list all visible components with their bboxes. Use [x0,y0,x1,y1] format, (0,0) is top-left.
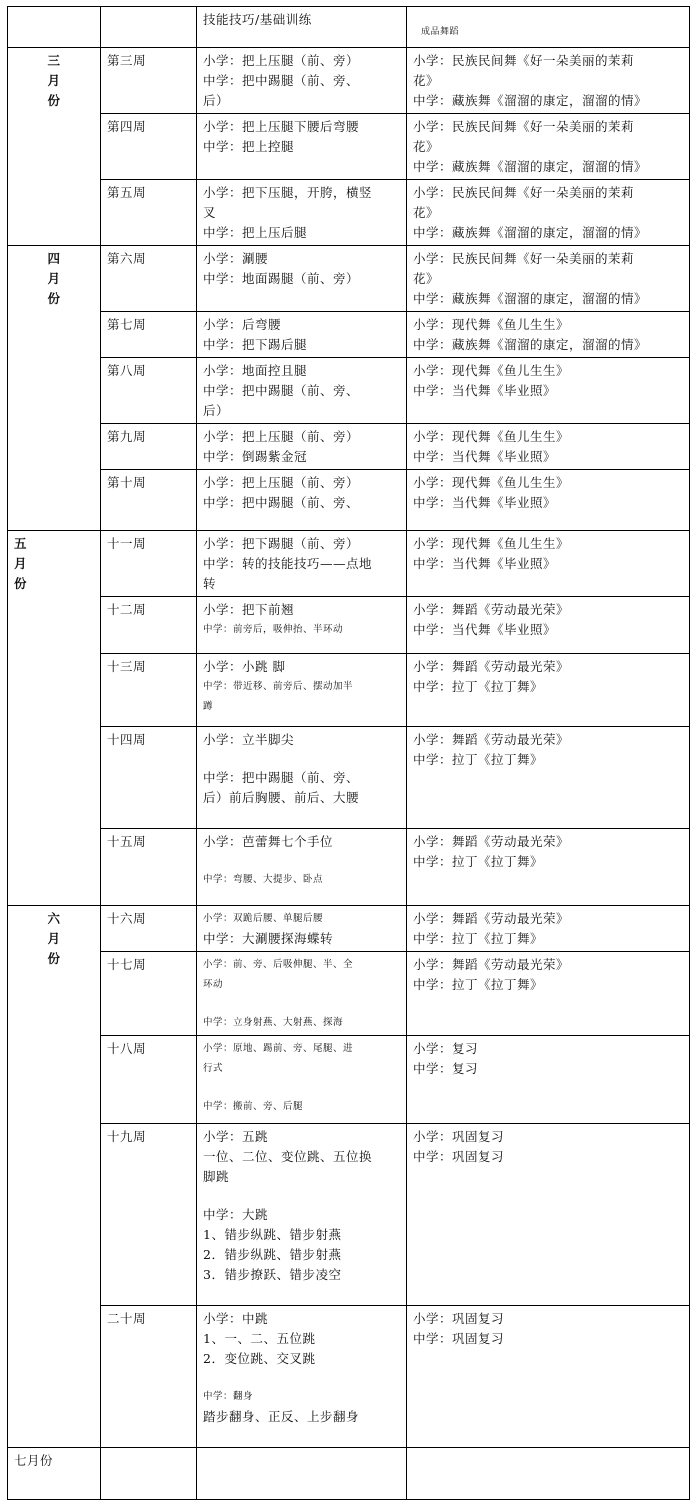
table-row [8,531,690,597]
skills-cell: 小学：把下前翘 中学：前旁后，吸伸抬、半环动 [197,597,407,654]
dance-cell: 小学：舞蹈《劳动最光荣》 中学：拉丁《拉丁舞》 [407,952,690,1036]
table-row [8,114,690,180]
week-cell [101,1448,197,1500]
week-cell: 第五周 [101,180,197,246]
week-cell: 十四周 [101,727,197,829]
skills-cell: 小学：把上压腿（前、旁） 中学：把中踢腿（前、旁、 [197,470,407,531]
month-april: 四 月 份 [8,246,101,531]
table-row [8,246,690,312]
skills-cell: 小学：把上压腿（前、旁） 中学：倒踢紫金冠 [197,424,407,470]
month-may: 五 月 份 [8,531,101,906]
week-cell: 十一周 [101,531,197,597]
dance-cell [407,1448,690,1500]
dance-cell: 小学：现代舞《鱼儿生生》 中学：当代舞《毕业照》 [407,424,690,470]
table-row [8,727,690,829]
table-row [8,470,690,531]
table-row [8,358,690,424]
table-row [8,654,690,727]
table-row [8,1448,690,1500]
week-cell: 十三周 [101,654,197,727]
week-cell: 十九周 [101,1124,197,1306]
dance-cell: 小学：巩固复习 中学：巩固复习 [407,1124,690,1306]
header-dance-label: 成品舞蹈 [421,27,460,37]
table-row [8,906,690,952]
week-cell: 第四周 [101,114,197,180]
week-cell: 十七周 [101,952,197,1036]
dance-cell: 小学：民族民间舞《好一朵美丽的茉莉 花》 中学：藏族舞《溜溜的康定，溜溜的情》 [407,246,690,312]
schedule-table [7,6,690,1500]
week-cell: 十二周 [101,597,197,654]
table-row [8,597,690,654]
dance-cell: 小学：复习 中学：复习 [407,1036,690,1124]
dance-cell: 小学：现代舞《鱼儿生生》 中学：藏族舞《溜溜的康定，溜溜的情》 [407,312,690,358]
skills-cell: 小学：中跳 1、一、二、五位跳 2．变位跳、交叉跳 中学：翻身 踏步翻身、正反、上步翻身 [197,1306,407,1448]
month-march: 三 月 份 [8,48,101,246]
header-week [101,7,197,48]
week-cell: 第三周 [101,48,197,114]
week-cell: 十六周 [101,906,197,952]
skills-cell: 小学：把下踢腿（前、旁） 中学：转的技能技巧——点地 转 [197,531,407,597]
table-row [8,48,690,114]
dance-cell: 小学：舞蹈《劳动最光荣》 中学：拉丁《拉丁舞》 [407,829,690,906]
skills-cell [197,1448,407,1500]
table-row [8,829,690,906]
header-skills-label: 技能技巧/基础训练 [203,12,312,27]
table-row [8,1036,690,1124]
week-cell: 第七周 [101,312,197,358]
header-row [8,7,690,48]
skills-cell: 小学：双跪后腰、单腿后腰 中学：大涮腰探海蝶转 [197,906,407,952]
skills-cell: 小学：前、旁、后吸伸腿、半、全 环动 中学：立身射燕、大射燕、探海 [197,952,407,1036]
week-cell: 第十周 [101,470,197,531]
week-cell: 第九周 [101,424,197,470]
header-skills [197,7,407,48]
dance-cell: 小学：舞蹈《劳动最光荣》 中学：当代舞《毕业照》 [407,597,690,654]
skills-cell: 小学：立半脚尖 中学：把中踢腿（前、旁、 后）前后胸腰、前后、大腰 [197,727,407,829]
dance-cell: 小学：巩固复习 中学：巩固复习 [407,1306,690,1448]
skills-cell: 小学：小跳 脚 中学：带近移、前旁后、摆动加半 蹲 [197,654,407,727]
week-cell: 第六周 [101,246,197,312]
dance-cell: 小学：民族民间舞《好一朵美丽的茉莉 花》 中学：藏族舞《溜溜的康定，溜溜的情》 [407,48,690,114]
table-row [8,1306,690,1448]
dance-cell: 小学：民族民间舞《好一朵美丽的茉莉 花》 中学：藏族舞《溜溜的康定，溜溜的情》 [407,114,690,180]
week-cell: 第八周 [101,358,197,424]
table-row [8,180,690,246]
skills-cell: 小学：把上压腿（前、旁） 中学：把中踢腿（前、旁、 后） [197,48,407,114]
skills-cell: 小学：后弯腰 中学：把下踢后腿 [197,312,407,358]
skills-cell: 小学：把上压腿下腰后弯腰 中学：把上控腿 [197,114,407,180]
skills-cell: 小学：五跳 一位、二位、变位跳、五位换 脚跳 中学：大跳 1、错步纵跳、错步射燕 2．错步纵跳、错步射燕 3．错步撩跃、错步凌空 [197,1124,407,1306]
month-july: 七月份 [8,1448,101,1500]
skills-cell: 小学：把下压腿，开胯，横竖 叉 中学：把上压后腿 [197,180,407,246]
header-dance [407,7,690,48]
skills-cell: 小学：原地、踢前、旁、尾腿、进 行式 中学：搬前、旁、后腿 [197,1036,407,1124]
dance-cell: 小学：舞蹈《劳动最光荣》 中学：拉丁《拉丁舞》 [407,727,690,829]
dance-cell: 小学：现代舞《鱼儿生生》 中学：当代舞《毕业照》 [407,531,690,597]
table-row [8,424,690,470]
dance-cell: 小学：现代舞《鱼儿生生》 中学：当代舞《毕业照》 [407,358,690,424]
table-row [8,952,690,1036]
month-june: 六 月 份 [8,906,101,1448]
skills-cell: 小学：地面控且腿 中学：把中踢腿（前、旁、 后） [197,358,407,424]
table-row [8,312,690,358]
dance-cell: 小学：民族民间舞《好一朵美丽的茉莉 花》 中学：藏族舞《溜溜的康定，溜溜的情》 [407,180,690,246]
dance-cell: 小学：舞蹈《劳动最光荣》 中学：拉丁《拉丁舞》 [407,654,690,727]
dance-cell: 小学：舞蹈《劳动最光荣》 中学：拉丁《拉丁舞》 [407,906,690,952]
week-cell: 十八周 [101,1036,197,1124]
skills-cell: 小学：涮腰 中学：地面踢腿（前、旁） [197,246,407,312]
dance-cell: 小学：现代舞《鱼儿生生》 中学：当代舞《毕业照》 [407,470,690,531]
table-row [8,1124,690,1306]
skills-cell: 小学：芭蕾舞七个手位 中学：弯腰、大提步、卧点 [197,829,407,906]
header-month [8,7,101,48]
week-cell: 十五周 [101,829,197,906]
week-cell: 二十周 [101,1306,197,1448]
